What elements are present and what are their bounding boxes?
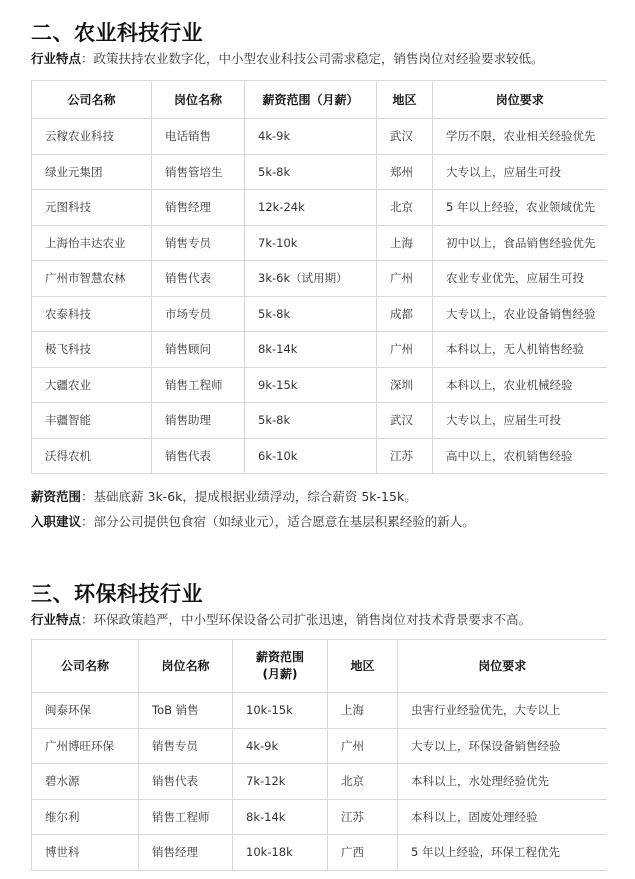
table-row — [32, 332, 607, 368]
cell-requirements: 本科以上，固废处理经验 — [398, 799, 607, 835]
cell-company: 极飞科技 — [32, 332, 152, 368]
section2-feature-label: 行业特点 — [31, 51, 82, 66]
header-region: 地区 — [328, 640, 398, 693]
section3-feature-text: ：环保政策趋严，中小型环保设备公司扩张迅速，销售岗位对技术背景要求不高。 — [81, 612, 532, 627]
cell-region: 上海 — [328, 693, 398, 729]
cell-company: 碧水源 — [32, 764, 139, 800]
header-position: 岗位名称 — [152, 81, 245, 119]
header-salary-line1: 薪资范围 — [255, 650, 304, 664]
table-row — [32, 261, 607, 297]
cell-salary: 4k-9k — [245, 119, 377, 155]
cell-company: 绿业元集团 — [32, 154, 152, 190]
cell-requirements: 虫害行业经验优先，大专以上 — [398, 693, 607, 729]
cell-region: 武汉 — [377, 119, 433, 155]
table-row — [32, 764, 607, 800]
cell-region: 广州 — [377, 261, 433, 297]
cell-salary: 7k-10k — [245, 225, 377, 261]
cell-requirements: 农业专业优先，应届生可投 — [433, 261, 607, 297]
cell-position: 销售经理 — [139, 835, 233, 871]
table-row — [32, 367, 607, 403]
cell-position: 销售代表 — [152, 438, 245, 474]
cell-position: 销售管培生 — [152, 154, 245, 190]
table-row — [32, 799, 607, 835]
cell-region: 郑州 — [377, 154, 433, 190]
cell-region: 北京 — [328, 764, 398, 800]
cell-requirements: 5 年以上经验，农业领域优先 — [433, 190, 607, 226]
header-requirements: 岗位要求 — [433, 81, 607, 119]
cell-region: 上海 — [377, 225, 433, 261]
section2-salary-note — [31, 487, 417, 505]
cell-company: 丰疆智能 — [32, 403, 152, 439]
cell-position: 销售专员 — [139, 728, 233, 764]
table-row — [32, 119, 607, 155]
header-salary: 薪资范围（月薪） — [245, 81, 377, 119]
cell-salary: 10k-18k — [233, 835, 328, 871]
salary-label: 薪资范围 — [31, 489, 82, 504]
cell-position: 销售经理 — [152, 190, 245, 226]
advice-label: 入职建议 — [31, 514, 82, 529]
cell-region: 成都 — [377, 296, 433, 332]
cell-requirements: 大专以上，应届生可投 — [433, 154, 607, 190]
table-row — [32, 190, 607, 226]
cell-region: 武汉 — [377, 403, 433, 439]
section3-feature — [31, 610, 531, 628]
cell-company: 元图科技 — [32, 190, 152, 226]
advice-text: ：部分公司提供包食宿（如绿业元），适合愿意在基层积累经验的新人。 — [81, 514, 475, 529]
cell-region: 江苏 — [377, 438, 433, 474]
cell-company: 广州市智慧农林 — [32, 261, 152, 297]
cell-company: 维尔利 — [32, 799, 139, 835]
cell-position: 销售专员 — [152, 225, 245, 261]
header-position: 岗位名称 — [139, 640, 233, 693]
cell-position: ToB 销售 — [139, 693, 233, 729]
env-tech-table — [31, 639, 607, 871]
cell-salary: 8k-14k — [245, 332, 377, 368]
cell-company: 上海怡丰达农业 — [32, 225, 152, 261]
cell-requirements: 学历不限，农业相关经验优先 — [433, 119, 607, 155]
section2-title: 二、农业科技行业 — [31, 21, 203, 45]
table-row — [32, 154, 607, 190]
table-row — [32, 835, 607, 871]
cell-company: 闽泰环保 — [32, 693, 139, 729]
cell-company: 农泰科技 — [32, 296, 152, 332]
header-salary-line2: (月薪) — [262, 667, 298, 681]
cell-requirements: 本科以上，无人机销售经验 — [433, 332, 607, 368]
cell-salary: 6k-10k — [245, 438, 377, 474]
table-row — [32, 438, 607, 474]
header-salary — [233, 640, 328, 693]
cell-region: 广州 — [377, 332, 433, 368]
table-row — [32, 225, 607, 261]
table-row — [32, 403, 607, 439]
cell-position: 销售顾问 — [152, 332, 245, 368]
section2-advice-note — [31, 512, 475, 530]
cell-position: 市场专员 — [152, 296, 245, 332]
cell-position: 销售代表 — [152, 261, 245, 297]
section3-feature-label: 行业特点 — [31, 612, 82, 627]
cell-region: 北京 — [377, 190, 433, 226]
cell-requirements: 初中以上，食品销售经验优先 — [433, 225, 607, 261]
cell-region: 深圳 — [377, 367, 433, 403]
section2-feature — [31, 49, 544, 67]
cell-company: 沃得农机 — [32, 438, 152, 474]
table-row — [32, 296, 607, 332]
table-header-row — [32, 640, 607, 693]
cell-requirements: 本科以上，农业机械经验 — [433, 367, 607, 403]
cell-requirements: 大专以上，应届生可投 — [433, 403, 607, 439]
cell-region: 江苏 — [328, 799, 398, 835]
cell-position: 电话销售 — [152, 119, 245, 155]
cell-requirements: 本科以上，水处理经验优先 — [398, 764, 607, 800]
table-row — [32, 693, 607, 729]
cell-position: 销售代表 — [139, 764, 233, 800]
table-row — [32, 728, 607, 764]
cell-requirements: 5 年以上经验，环保工程优先 — [398, 835, 607, 871]
agri-tech-table — [31, 80, 607, 474]
header-company: 公司名称 — [32, 81, 152, 119]
cell-salary: 10k-15k — [233, 693, 328, 729]
cell-salary: 4k-9k — [233, 728, 328, 764]
cell-salary: 5k-8k — [245, 296, 377, 332]
cell-company: 云稼农业科技 — [32, 119, 152, 155]
cell-region: 广西 — [328, 835, 398, 871]
cell-position: 销售工程师 — [152, 367, 245, 403]
cell-requirements: 大专以上，环保设备销售经验 — [398, 728, 607, 764]
cell-salary: 9k-15k — [245, 367, 377, 403]
header-region: 地区 — [377, 81, 433, 119]
cell-salary: 5k-8k — [245, 154, 377, 190]
cell-company: 广州博旺环保 — [32, 728, 139, 764]
cell-region: 广州 — [328, 728, 398, 764]
section2-feature-text: ：政策扶持农业数字化，中小型农业科技公司需求稳定，销售岗位对经验要求较低。 — [81, 51, 544, 66]
cell-salary: 12k-24k — [245, 190, 377, 226]
header-company: 公司名称 — [32, 640, 139, 693]
cell-position: 销售助理 — [152, 403, 245, 439]
cell-requirements: 高中以上，农机销售经验 — [433, 438, 607, 474]
cell-salary: 5k-8k — [245, 403, 377, 439]
cell-position: 销售工程师 — [139, 799, 233, 835]
cell-company: 大疆农业 — [32, 367, 152, 403]
table-header-row — [32, 81, 607, 119]
cell-salary: 7k-12k — [233, 764, 328, 800]
section3-title: 三、环保科技行业 — [31, 582, 203, 606]
cell-requirements: 大专以上，农业设备销售经验 — [433, 296, 607, 332]
salary-text: ：基础底薪 3k-6k，提成根据业绩浮动，综合薪资 5k-15k。 — [81, 489, 417, 504]
cell-salary: 3k-6k（试用期） — [245, 261, 377, 297]
header-requirements: 岗位要求 — [398, 640, 607, 693]
cell-salary: 8k-14k — [233, 799, 328, 835]
cell-company: 博世科 — [32, 835, 139, 871]
